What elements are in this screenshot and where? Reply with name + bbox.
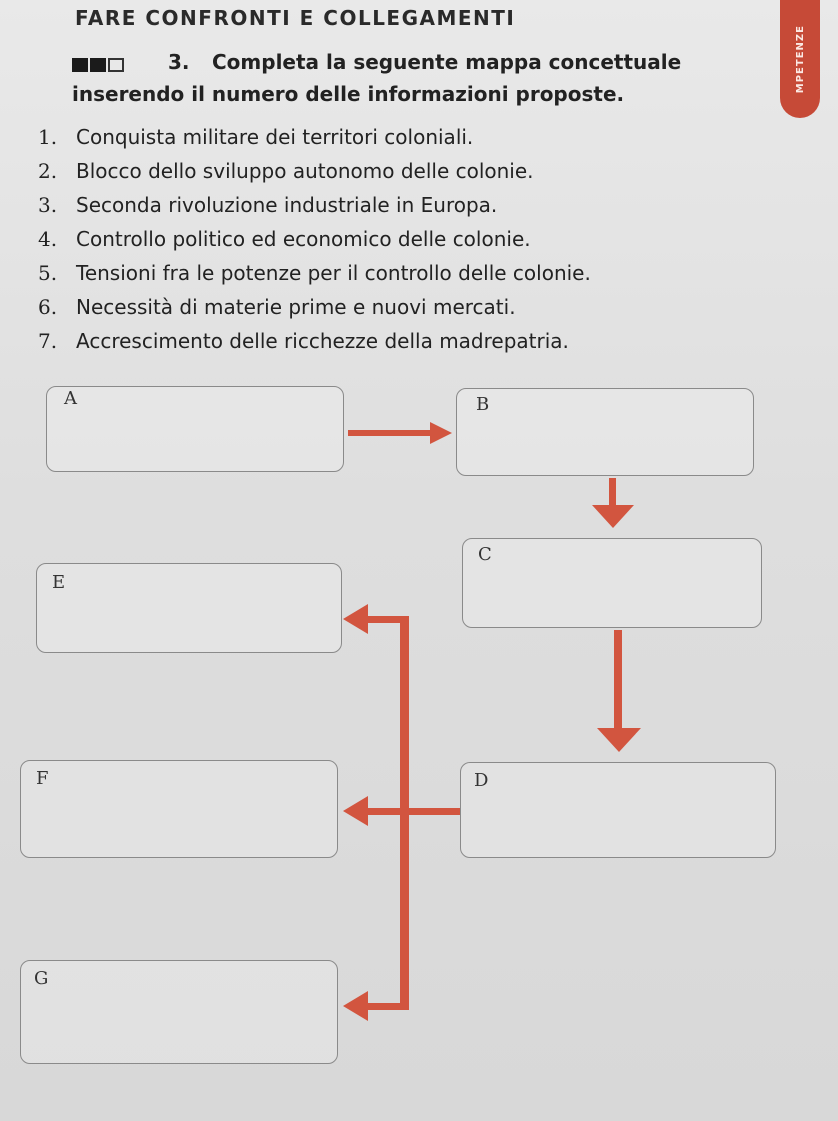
map-box-c-label: C	[478, 544, 492, 565]
arrow-a-to-b-head	[430, 422, 452, 444]
exercise-instruction-line1: Completa la seguente mappa concettuale	[212, 50, 682, 74]
item-number: 4.	[38, 227, 58, 251]
exercise-instruction-line2: inserendo il numero delle informazioni proposte.	[72, 82, 625, 106]
section-title: FARE CONFRONTI E COLLEGAMENTI	[75, 6, 516, 30]
arrow-b-to-c-shaft	[609, 478, 616, 508]
arrow-to-f-head	[343, 796, 368, 826]
item-text: Accrescimento delle ricchezze della madrepatria.	[76, 329, 569, 353]
map-box-b-label: B	[476, 394, 490, 415]
item-text: Conquista militare dei territori coloniali.	[76, 125, 474, 149]
arrow-to-g-shaft	[366, 1003, 409, 1010]
item-text: Necessità di materie prime e nuovi mercati.	[76, 295, 516, 319]
map-box-f-label: F	[36, 768, 49, 789]
map-box-g-label: G	[34, 968, 49, 989]
map-box-e-label: E	[52, 572, 66, 593]
arrow-c-to-d-shaft	[614, 630, 622, 728]
item-number: 1.	[38, 125, 58, 149]
item-number: 6.	[38, 295, 58, 319]
item-number: 7.	[38, 329, 58, 353]
side-tab-label: MPETENZE	[794, 24, 806, 94]
arrow-to-f-shaft	[366, 808, 409, 815]
map-box-a-label: A	[64, 388, 77, 409]
item-text: Blocco dello sviluppo autonomo delle colonie.	[76, 159, 534, 183]
exercise-number: 3.	[168, 50, 190, 74]
item-text: Controllo politico ed economico delle colonie.	[76, 227, 531, 251]
arrow-a-to-b-shaft	[348, 430, 432, 436]
arrow-to-e-head	[343, 604, 368, 634]
arrow-b-to-c-head	[592, 505, 634, 528]
arrow-to-e-shaft	[366, 616, 409, 623]
item-text: Tensioni fra le potenze per il controllo delle colonie.	[76, 261, 591, 285]
item-number: 2.	[38, 159, 58, 183]
arrow-to-g-head	[343, 991, 368, 1021]
item-number: 3.	[38, 193, 58, 217]
map-box-d-label: D	[474, 770, 489, 791]
item-number: 5.	[38, 261, 58, 285]
item-text: Seconda rivoluzione industriale in Europa.	[76, 193, 498, 217]
arrow-c-to-d-head	[597, 728, 641, 752]
